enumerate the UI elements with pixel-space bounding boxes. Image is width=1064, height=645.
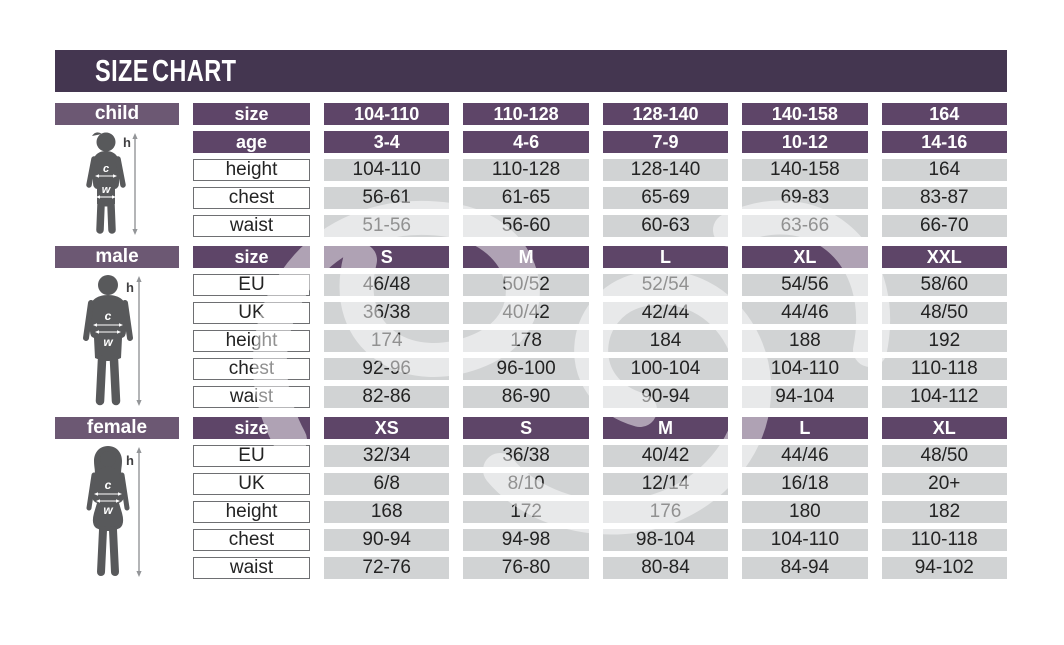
svg-text:h: h	[126, 453, 134, 468]
cell: 61-65	[463, 187, 588, 209]
cell: 110-118	[882, 529, 1007, 551]
cell: 90-94	[603, 386, 728, 408]
cell: M	[603, 417, 728, 439]
cell: 90-94	[324, 529, 449, 551]
cell: 98-104	[603, 529, 728, 551]
row-label-size: size	[193, 246, 310, 268]
cell: 32/34	[324, 445, 449, 467]
row-label-uk: UK	[193, 473, 310, 495]
size-tables	[55, 103, 1007, 588]
row-label-chest: chest	[193, 187, 310, 209]
child-figure-icon	[62, 131, 172, 237]
cell: 16/18	[742, 473, 867, 495]
height-arrow	[126, 447, 142, 577]
cell: 48/50	[882, 445, 1007, 467]
cell: 54/56	[742, 274, 867, 296]
cell: 182	[882, 501, 1007, 523]
cell: 164	[882, 103, 1007, 125]
section-female	[55, 417, 1007, 579]
cell: 174	[324, 330, 449, 352]
page-title: SIZE CHART	[95, 53, 237, 88]
cell: S	[463, 417, 588, 439]
cell: 65-69	[603, 187, 728, 209]
svg-text:h: h	[123, 135, 131, 150]
cell: 184	[603, 330, 728, 352]
cell: 104-112	[882, 386, 1007, 408]
cell: 4-6	[463, 131, 588, 153]
cell: S	[324, 246, 449, 268]
section-child	[55, 103, 1007, 237]
cell: 8/10	[463, 473, 588, 495]
cell: 104-110	[742, 358, 867, 380]
child-figure	[55, 131, 179, 237]
cell: 72-76	[324, 557, 449, 579]
cell: 56-60	[463, 215, 588, 237]
row-label-chest: chest	[193, 529, 310, 551]
male-figure	[55, 274, 179, 408]
cell: 51-56	[324, 215, 449, 237]
row-label-chest: chest	[193, 358, 310, 380]
male-figure-icon	[62, 274, 172, 408]
cell: 63-66	[742, 215, 867, 237]
cell: 12/14	[603, 473, 728, 495]
svg-text:h: h	[126, 280, 134, 295]
cell: 110-128	[463, 159, 588, 181]
cell: 110-118	[882, 358, 1007, 380]
cell: XL	[882, 417, 1007, 439]
cell: 104-110	[324, 159, 449, 181]
row-label-size: size	[193, 417, 310, 439]
cell: 192	[882, 330, 1007, 352]
row-label-waist: waist	[193, 386, 310, 408]
cell: 10-12	[742, 131, 867, 153]
cell: 36/38	[324, 302, 449, 324]
cell: 58/60	[882, 274, 1007, 296]
cell: 3-4	[324, 131, 449, 153]
cell: 140-158	[742, 103, 867, 125]
cell: 128-140	[603, 103, 728, 125]
cell: 86-90	[463, 386, 588, 408]
cell: 14-16	[882, 131, 1007, 153]
cell: 168	[324, 501, 449, 523]
cell: XXL	[882, 246, 1007, 268]
cell: 80-84	[603, 557, 728, 579]
female-figure-icon	[62, 445, 172, 579]
cell: L	[742, 417, 867, 439]
svg-text:c: c	[104, 478, 112, 492]
cell: 104-110	[742, 529, 867, 551]
cell: 94-102	[882, 557, 1007, 579]
cell: XL	[742, 246, 867, 268]
cell: 52/54	[603, 274, 728, 296]
cell: 6/8	[324, 473, 449, 495]
cell: 84-94	[742, 557, 867, 579]
cell: 140-158	[742, 159, 867, 181]
cell: 50/52	[463, 274, 588, 296]
cell: 82-86	[324, 386, 449, 408]
cell: 69-83	[742, 187, 867, 209]
cell: 104-110	[324, 103, 449, 125]
cell: M	[463, 246, 588, 268]
cell: 128-140	[603, 159, 728, 181]
cell: 48/50	[882, 302, 1007, 324]
row-label-size: size	[193, 103, 310, 125]
row-label-eu: EU	[193, 274, 310, 296]
cell: 66-70	[882, 215, 1007, 237]
cell: 44/46	[742, 302, 867, 324]
cell: 20+	[882, 473, 1007, 495]
cell: 44/46	[742, 445, 867, 467]
row-label-waist: waist	[193, 215, 310, 237]
title-bar	[55, 50, 1007, 92]
cell: 83-87	[882, 187, 1007, 209]
cell: 94-98	[463, 529, 588, 551]
cell: 188	[742, 330, 867, 352]
height-arrow	[126, 276, 142, 406]
row-label-height: height	[193, 159, 310, 181]
svg-text:c: c	[102, 163, 110, 175]
cell: 7-9	[603, 131, 728, 153]
svg-text:w: w	[103, 335, 113, 349]
section-banner-female: female	[55, 417, 179, 439]
cell: 92-96	[324, 358, 449, 380]
cell: 36/38	[463, 445, 588, 467]
svg-text:w: w	[103, 503, 113, 517]
cell: 96-100	[463, 358, 588, 380]
cell: 42/44	[603, 302, 728, 324]
row-label-eu: EU	[193, 445, 310, 467]
cell: 176	[603, 501, 728, 523]
cell: 100-104	[603, 358, 728, 380]
cell: 110-128	[463, 103, 588, 125]
cell: 56-61	[324, 187, 449, 209]
section-banner-child: child	[55, 103, 179, 125]
cell: 76-80	[463, 557, 588, 579]
section-male	[55, 246, 1007, 408]
row-label-uk: UK	[193, 302, 310, 324]
cell: 40/42	[463, 302, 588, 324]
cell: 164	[882, 159, 1007, 181]
row-label-waist: waist	[193, 557, 310, 579]
row-label-height: height	[193, 501, 310, 523]
svg-text:w: w	[101, 184, 111, 196]
cell: 46/48	[324, 274, 449, 296]
female-figure	[55, 445, 179, 579]
cell: 40/42	[603, 445, 728, 467]
row-label-age: age	[193, 131, 310, 153]
cell: 172	[463, 501, 588, 523]
section-banner-male: male	[55, 246, 179, 268]
cell: 178	[463, 330, 588, 352]
cell: L	[603, 246, 728, 268]
cell: 60-63	[603, 215, 728, 237]
cell: 180	[742, 501, 867, 523]
svg-text:c: c	[104, 309, 112, 323]
cell: 94-104	[742, 386, 867, 408]
cell: XS	[324, 417, 449, 439]
row-label-height: height	[193, 330, 310, 352]
